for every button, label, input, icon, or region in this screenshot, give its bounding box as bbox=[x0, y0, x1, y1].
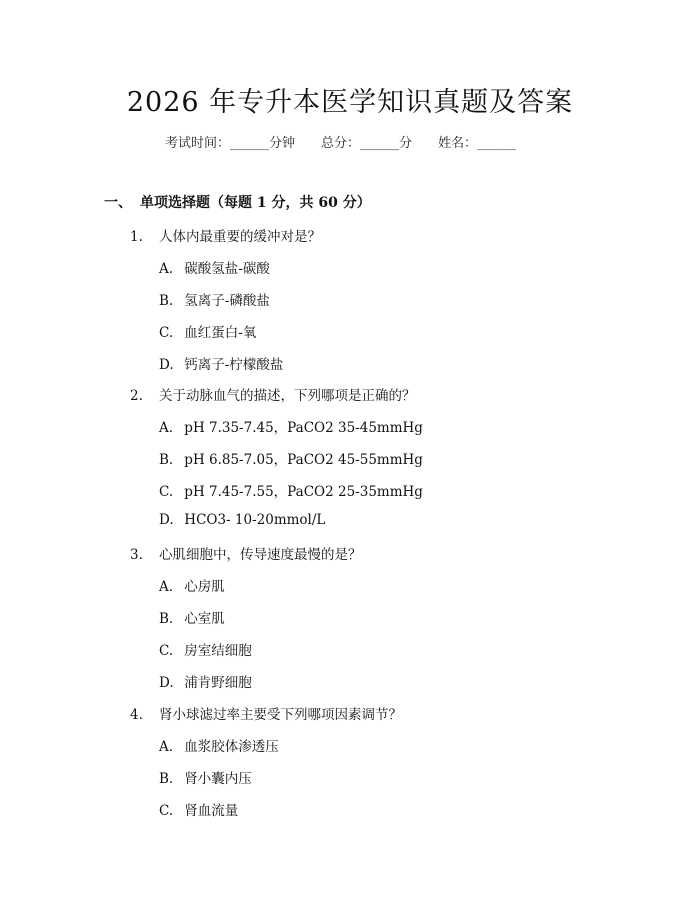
option-letter: A. bbox=[159, 739, 174, 755]
option-text: 碳酸氢盐-碳酸 bbox=[184, 261, 270, 277]
option-text: pH 6.85-7.05，PaCO2 45-55mmHg bbox=[184, 452, 423, 468]
option-text: 房室结细胞 bbox=[184, 643, 252, 659]
question-text: 人体内最重要的缓冲对是？ bbox=[159, 229, 321, 245]
option-letter: B. bbox=[159, 452, 174, 468]
question-text: 心肌细胞中，传导速度最慢的是？ bbox=[159, 547, 362, 563]
question-item bbox=[130, 384, 416, 404]
question-number: 1. bbox=[130, 229, 143, 245]
option-text: 氢离子-磷酸盐 bbox=[184, 293, 270, 309]
name-blank: ______ bbox=[477, 136, 517, 151]
exam-meta-row bbox=[165, 132, 516, 151]
option-item bbox=[159, 353, 283, 373]
name-field bbox=[438, 132, 516, 151]
option-letter: C. bbox=[159, 803, 174, 819]
question-number: 3. bbox=[130, 547, 143, 563]
option-item bbox=[159, 257, 270, 277]
option-letter: D. bbox=[159, 675, 174, 691]
option-letter: D. bbox=[159, 512, 174, 528]
total-score-label: 总分： bbox=[321, 136, 361, 151]
option-text: 肾血流量 bbox=[184, 803, 239, 819]
option-item bbox=[159, 735, 279, 755]
option-item bbox=[159, 607, 225, 627]
option-letter: A. bbox=[159, 261, 174, 277]
question-item bbox=[130, 543, 362, 563]
option-item bbox=[159, 671, 252, 691]
option-letter: C. bbox=[159, 643, 174, 659]
option-item bbox=[159, 512, 325, 528]
option-letter: B. bbox=[159, 771, 174, 787]
question-item bbox=[130, 225, 321, 245]
option-text: 血红蛋白-氧 bbox=[184, 325, 257, 341]
option-item bbox=[159, 321, 256, 341]
question-number: 2. bbox=[130, 388, 143, 404]
page-title: 2026 年专升本医学知识真题及答案 bbox=[126, 87, 574, 118]
section-title: 单项选择题（每题 1 分，共 60 分） bbox=[140, 195, 371, 211]
question-item bbox=[130, 703, 402, 723]
option-item bbox=[159, 575, 225, 595]
option-item bbox=[159, 799, 238, 819]
exam-time-blank: ______ bbox=[230, 136, 270, 151]
option-text: pH 7.45-7.55，PaCO2 25-35mmHg bbox=[184, 484, 423, 500]
option-letter: B. bbox=[159, 293, 174, 309]
option-text: 钙离子-柠檬酸盐 bbox=[184, 357, 284, 373]
option-text: HCO3- 10-20mmol/L bbox=[184, 512, 326, 528]
section-heading bbox=[104, 192, 371, 212]
exam-time-field bbox=[165, 132, 295, 151]
option-text: 血浆胶体渗透压 bbox=[184, 739, 279, 755]
option-letter: A. bbox=[159, 579, 174, 595]
option-item bbox=[159, 639, 252, 659]
option-text: 肾小囊内压 bbox=[184, 771, 252, 787]
name-label: 姓名： bbox=[438, 136, 478, 151]
option-text: 浦肯野细胞 bbox=[184, 675, 252, 691]
option-letter: C. bbox=[159, 484, 174, 500]
question-text: 关于动脉血气的描述，下列哪项是正确的？ bbox=[159, 388, 416, 404]
exam-time-unit: 分钟 bbox=[269, 136, 296, 151]
total-score-unit: 分 bbox=[399, 136, 413, 151]
option-text: pH 7.35-7.45，PaCO2 35-45mmHg bbox=[184, 420, 423, 436]
option-letter: A. bbox=[159, 420, 174, 436]
option-item bbox=[159, 416, 423, 436]
option-letter: D. bbox=[159, 357, 174, 373]
total-score-blank: ______ bbox=[360, 136, 400, 151]
option-text: 心房肌 bbox=[184, 579, 225, 595]
exam-time-label: 考试时间： bbox=[165, 136, 231, 151]
option-item bbox=[159, 289, 270, 309]
question-number: 4. bbox=[130, 707, 143, 723]
option-item bbox=[159, 767, 252, 787]
question-text: 肾小球滤过率主要受下列哪项因素调节？ bbox=[159, 707, 402, 723]
option-item bbox=[159, 448, 423, 468]
section-number: 一、 bbox=[104, 195, 132, 211]
option-letter: B. bbox=[159, 611, 174, 627]
total-score-field bbox=[321, 132, 412, 151]
option-letter: C. bbox=[159, 325, 174, 341]
option-text: 心室肌 bbox=[184, 611, 225, 627]
option-item bbox=[159, 480, 423, 500]
